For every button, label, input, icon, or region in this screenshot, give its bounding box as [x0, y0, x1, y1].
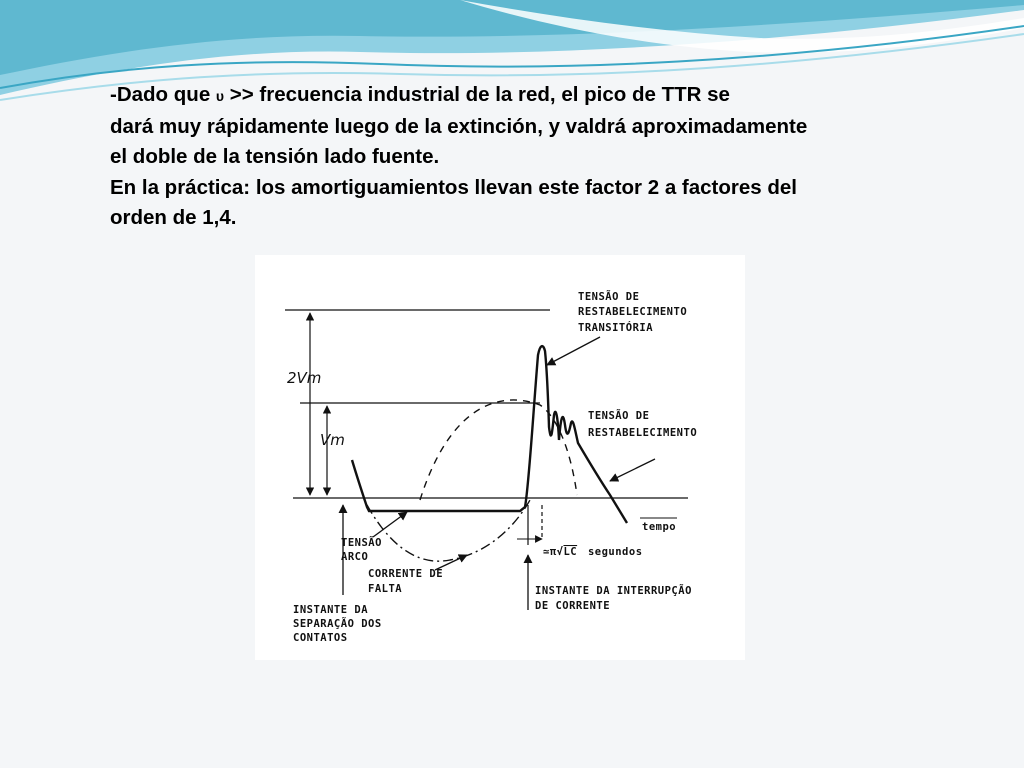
ttr-diagram	[255, 255, 745, 660]
arc-label-line-2: ARCO	[341, 551, 369, 563]
text-line-2: dará muy rápidamente luego de la extinción, y valdrá aproximadamente	[110, 114, 808, 138]
fault-pointer-arrow	[435, 555, 467, 570]
voltage-trace	[352, 346, 627, 523]
ttr-label-line-1: TENSÃO DE	[578, 291, 640, 303]
label-2vm: 2Vm	[287, 369, 322, 387]
upsilon-symbol: υ	[215, 88, 225, 104]
body-text	[110, 80, 1000, 234]
fault-label-line-1: CORRENTE DE	[368, 568, 444, 580]
ttr-label-line-2: RESTABELECIMENTO	[578, 306, 688, 318]
text-line-1: -Dado que υ >> frecuencia industrial de la red, el pico de TTR se	[110, 83, 730, 106]
restab-label-line-2: RESTABELECIMENTO	[588, 427, 698, 439]
interruption-label-line-2: DE CORRENTE	[535, 600, 611, 612]
ttr-label-line-3: TRANSITÓRIA	[578, 322, 654, 334]
restab-label-line-1: TENSÃO DE	[588, 410, 650, 422]
ttr-pointer-arrow	[547, 337, 600, 365]
ttr-diagram-svg	[255, 255, 745, 660]
text-line-3: el doble de la tensión lado fuente.	[110, 145, 440, 168]
label-vm: Vm	[320, 431, 345, 449]
restab-pointer-arrow	[610, 459, 655, 481]
period-formula: ≃π√LC segundos	[543, 546, 643, 558]
fault-current-dashdot-curve	[367, 500, 530, 561]
tempo-label: tempo	[642, 521, 677, 533]
interruption-label-line-1: INSTANTE DA INTERRUPÇÃO	[535, 585, 692, 597]
text-line-4: En la práctica: los amortiguamientos llevan este factor 2 a factores del	[110, 175, 797, 199]
text-line-5: orden de 1,4.	[110, 206, 237, 229]
arc-label-line-1: TENSÃO	[341, 537, 382, 549]
separation-label-line-2: SEPARAÇÃO DOS	[293, 618, 382, 630]
arc-pointer-arrow	[373, 512, 407, 537]
separation-label-line-1: INSTANTE DA	[293, 604, 369, 616]
separation-label-line-3: CONTATOS	[293, 632, 348, 644]
fault-label-line-2: FALTA	[368, 583, 403, 595]
